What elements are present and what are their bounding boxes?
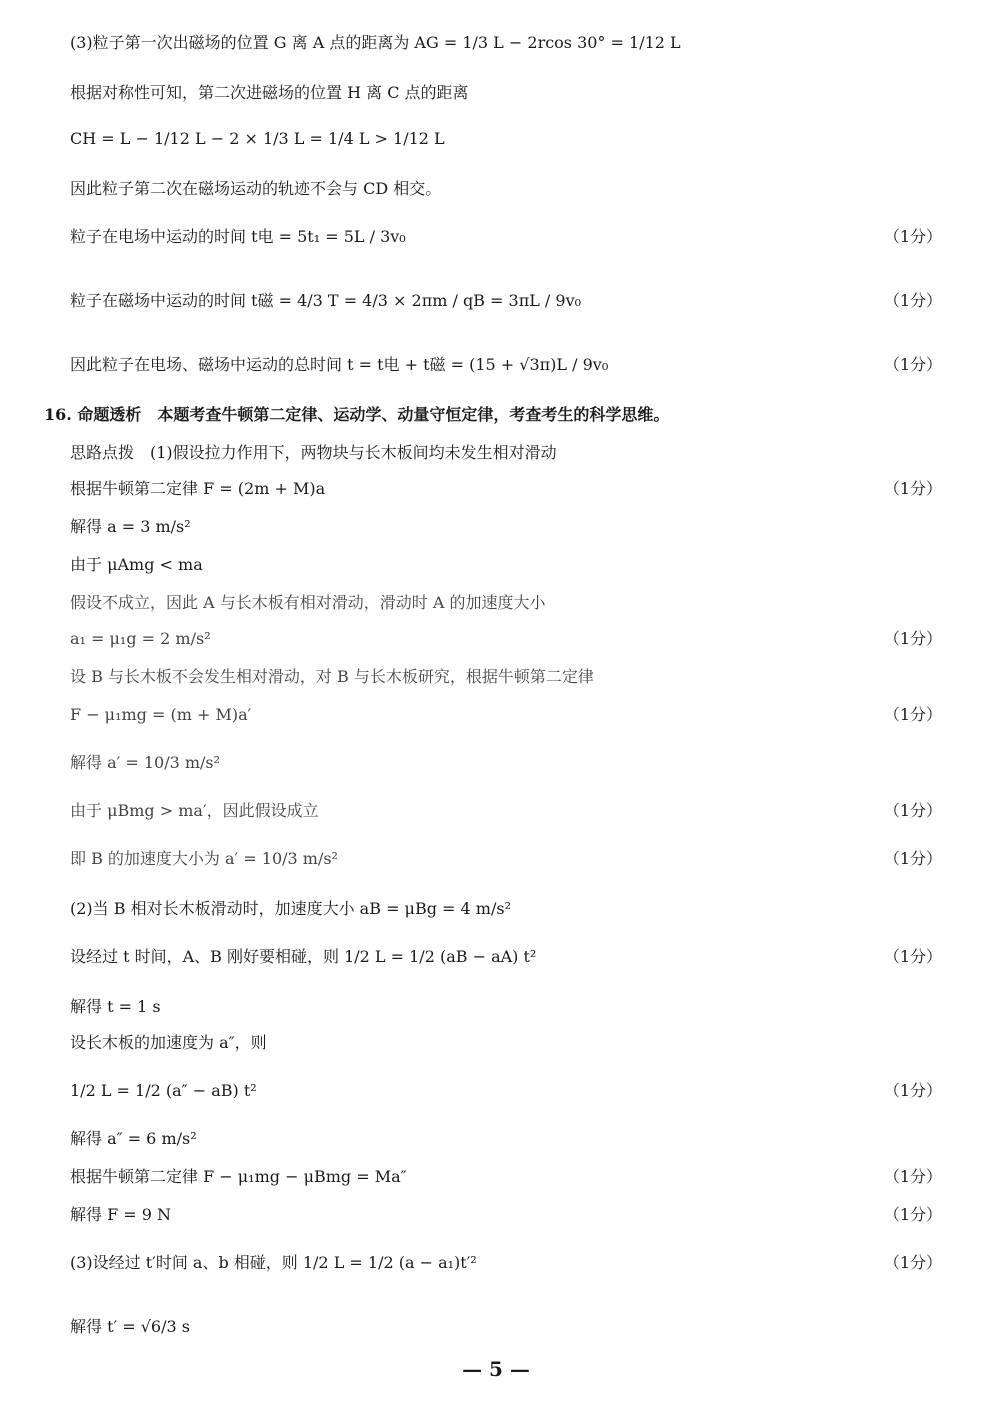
equation-line: 解得 a = 3 m/s² (70, 517, 191, 536)
equation-line: 因此粒子在电场、磁场中运动的总时间 t = t电 + t磁 = (15 + √3π)L / 9v₀ (70, 355, 609, 374)
score-label: （1分） (883, 227, 942, 246)
score-label: （1分） (883, 1081, 942, 1100)
equation-line: 解得 t = 1 s (70, 997, 161, 1016)
equation-line: 解得 t′ = √6/3 s (70, 1317, 190, 1336)
equation-line: 粒子在电场中运动的时间 t电 = 5t₁ = 5L / 3v₀ (70, 227, 406, 246)
score-label: （1分） (883, 1167, 942, 1186)
score-label: （1分） (883, 1253, 942, 1272)
score-label: （1分） (883, 947, 942, 966)
equation-line: 由于 μBmg > ma′，因此假设成立 (70, 801, 319, 820)
equation-line: 解得 a″ = 6 m/s² (70, 1129, 197, 1148)
score-label: （1分） (883, 1205, 942, 1224)
page-number: — 5 — (462, 1357, 530, 1381)
text-line: 设长木板的加速度为 a″，则 (70, 1033, 267, 1052)
equation-line: 由于 μAmg < ma (70, 555, 203, 574)
text-line: 设 B 与长木板不会发生相对滑动，对 B 与长木板研究，根据牛顿第二定律 (70, 667, 594, 686)
question-heading: 16. 命题透析 本题考查牛顿第二定律、运动学、动量守恒定律，考查考生的科学思维。 (44, 405, 670, 424)
text-line: 思路点拨 (1)假设拉力作用下，两物块与长木板间均未发生相对滑动 (70, 443, 557, 462)
equation-line: 根据牛顿第二定律 F = (2m + M)a (70, 479, 326, 498)
score-label: （1分） (883, 629, 942, 648)
equation-line: 根据牛顿第二定律 F − μ₁mg − μBmg = Ma″ (70, 1167, 407, 1186)
text-line: 因此粒子第二次在磁场运动的轨迹不会与 CD 相交。 (70, 179, 442, 198)
equation-line: 设经过 t 时间，A、B 刚好要相碰，则 1/2 L = 1/2 (aB − aA) t² (70, 947, 537, 966)
equation-line: 解得 F = 9 N (70, 1205, 172, 1224)
text-line: (3)粒子第一次出磁场的位置 G 离 A 点的距离为 AG = 1/3 L − 2rcos 30° = 1/12 L (70, 33, 681, 52)
equation-line: 粒子在磁场中运动的时间 t磁 = 4/3 T = 4/3 × 2πm / qB = 3πL / 9v₀ (70, 291, 582, 310)
equation-line: 1/2 L = 1/2 (a″ − aB) t² (70, 1081, 257, 1100)
score-label: （1分） (883, 291, 942, 310)
score-label: （1分） (883, 801, 942, 820)
text-line: 根据对称性可知，第二次进磁场的位置 H 离 C 点的距离 (70, 83, 469, 102)
equation-line: CH = L − 1/12 L − 2 × 1/3 L = 1/4 L > 1/12 L (70, 129, 445, 148)
equation-line: 即 B 的加速度大小为 a′ = 10/3 m/s² (70, 849, 338, 868)
score-label: （1分） (883, 355, 942, 374)
equation-line: F − μ₁mg = (m + M)a′ (70, 705, 252, 724)
equation-line: (3)设经过 t′时间 a、b 相碰，则 1/2 L = 1/2 (a − a₁)t′² (70, 1253, 477, 1272)
equation-line: 解得 a′ = 10/3 m/s² (70, 753, 221, 772)
score-label: （1分） (883, 849, 942, 868)
text-line: (2)当 B 相对长木板滑动时，加速度大小 aB = μBg = 4 m/s² (70, 899, 511, 918)
score-label: （1分） (883, 479, 942, 498)
score-label: （1分） (883, 705, 942, 724)
equation-line: a₁ = μ₁g = 2 m/s² (70, 629, 211, 648)
text-line: 假设不成立，因此 A 与长木板有相对滑动，滑动时 A 的加速度大小 (70, 593, 546, 612)
